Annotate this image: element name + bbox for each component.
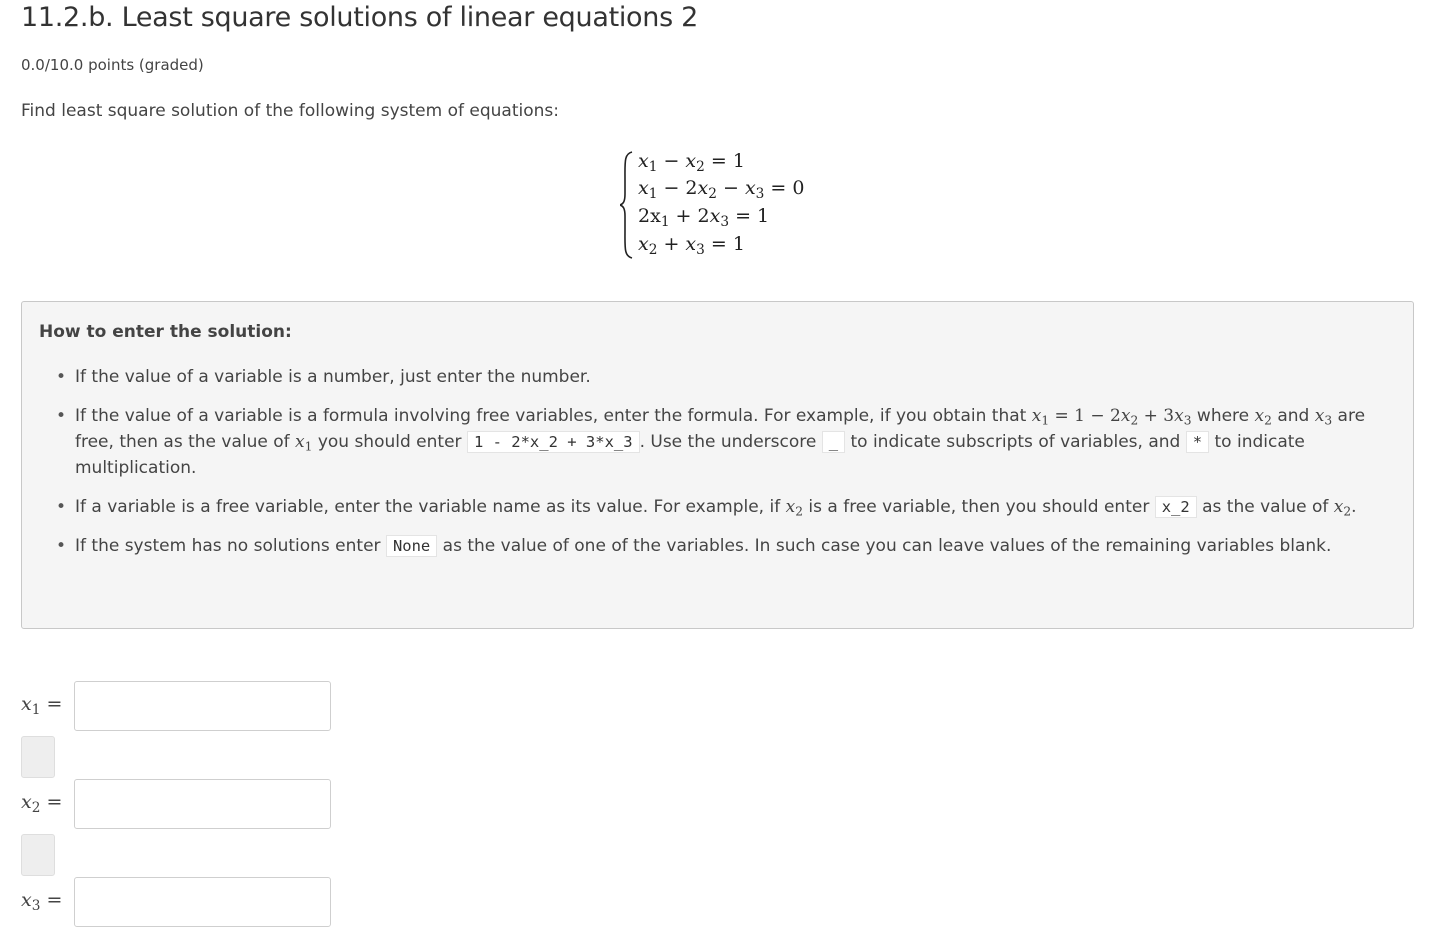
instruction-free-variable: • If a variable is a free variable, enter the variable name as its value. For example, if $x_2$ is a free variable, then you should enter x_2 as the value of $x_2$. bbox=[75, 494, 1394, 520]
left-brace-icon bbox=[620, 150, 636, 260]
answer-input-x3[interactable] bbox=[74, 877, 331, 927]
answer-label-x2: $x_2$ = bbox=[21, 791, 63, 816]
equation-4: $x_2 + x_3 = 1$ bbox=[638, 233, 745, 258]
underscore-code: _ bbox=[822, 431, 845, 453]
none-code: None bbox=[386, 535, 437, 557]
equation-system bbox=[620, 150, 840, 260]
equation-1: $x_1 - x_2 = 1$ bbox=[638, 150, 745, 175]
example-formula-code: 1 - 2*x_2 + 3*x_3 bbox=[467, 431, 640, 453]
instructions-box bbox=[21, 301, 1414, 629]
answer-label-x3: $x_3$ = bbox=[21, 889, 63, 914]
answer-input-x2[interactable] bbox=[74, 779, 331, 829]
answer-label-x1: $x_1$ = bbox=[21, 693, 63, 718]
instruction-number: • If the value of a variable is a number, just enter the number. bbox=[75, 364, 1394, 390]
free-variable-code: x_2 bbox=[1155, 496, 1197, 518]
instructions-list bbox=[39, 364, 1394, 572]
question-prompt: Find least square solution of the following system of equations: bbox=[21, 101, 559, 121]
equation-2: $x_1 - 2x_2 - x_3 = 0$ bbox=[638, 177, 805, 202]
instructions-heading: How to enter the solution: bbox=[39, 322, 292, 342]
instruction-no-solution: • If the system has no solutions enter None as the value of one of the variables. In such case you can leave values of the remaining variables blank. bbox=[75, 533, 1394, 559]
status-indicator-x1 bbox=[21, 736, 55, 778]
answer-input-x1[interactable] bbox=[74, 681, 331, 731]
question-title: 11.2.b. Least square solutions of linear equations 2 bbox=[21, 2, 699, 33]
asterisk-code: * bbox=[1186, 431, 1209, 453]
status-indicator-x2 bbox=[21, 834, 55, 876]
instruction-formula: • If the value of a variable is a formula involving free variables, enter the formula. For example, if you obtain that $x_1 = 1 - 2x_2 + 3x_3$ where $x_2$ and $x_3$ are free, then as the value of $x_1$ you should enter 1 - 2*x_2 + 3*x_3 . Use the underscore _ to indicate subscripts of variables, and * to indicate multiplication. bbox=[75, 403, 1394, 481]
points-label: 0.0/10.0 points (graded) bbox=[21, 56, 204, 74]
equation-3: $2x_1 + 2x_3 = 1$ bbox=[638, 205, 770, 230]
